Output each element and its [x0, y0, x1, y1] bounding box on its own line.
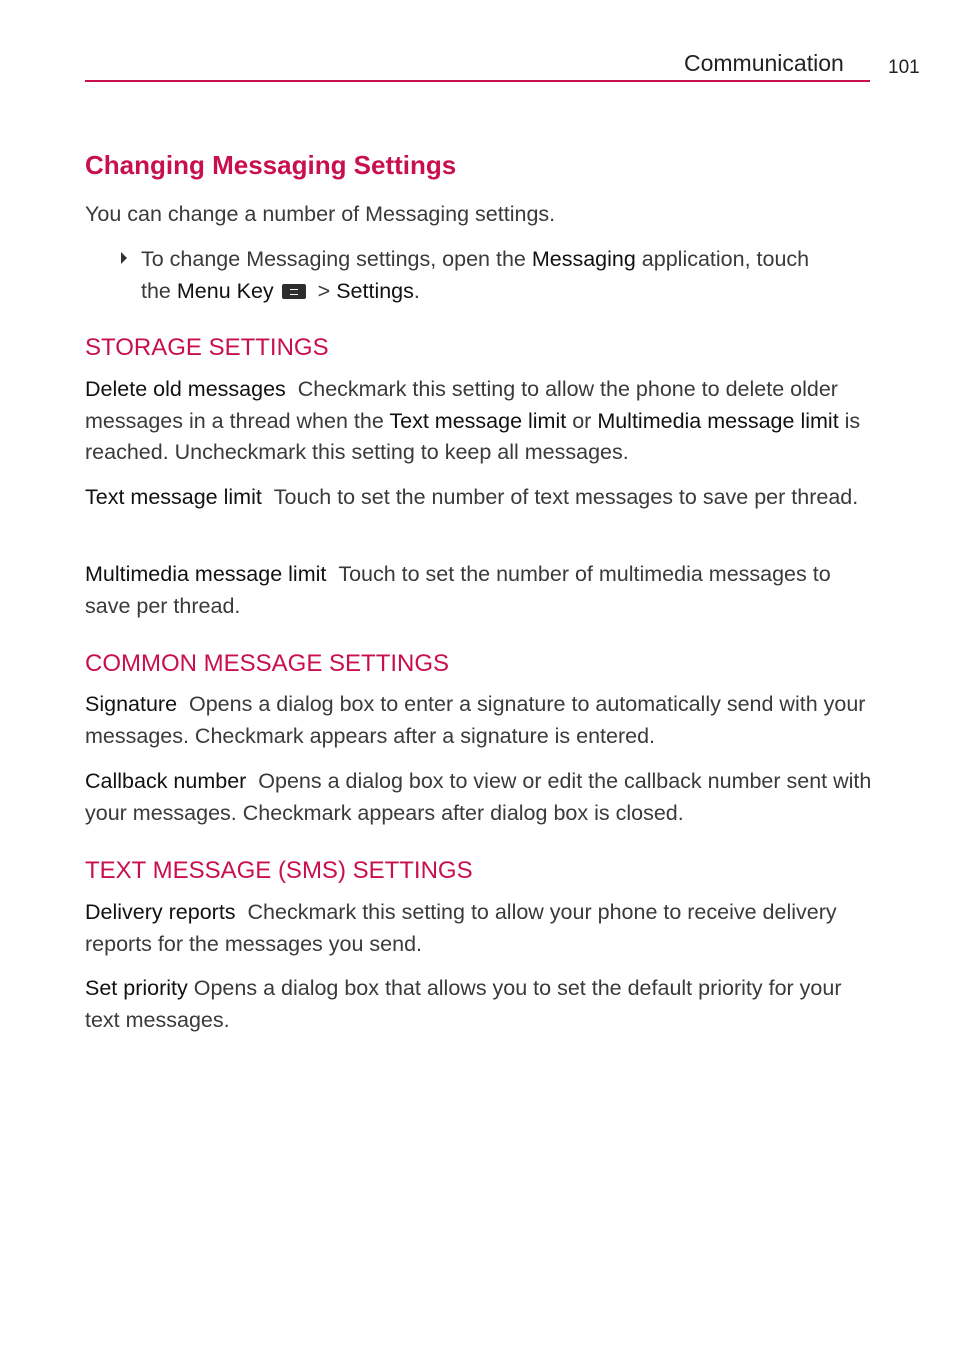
multimedia-message-limit-term: Multimedia message limit [85, 562, 327, 586]
bullet-arrow-icon [121, 252, 127, 264]
callback-number-paragraph [85, 766, 875, 829]
delete-old-messages-term: Delete old messages [85, 377, 286, 401]
intro-paragraph: You can change a number of Messaging settings. [85, 202, 556, 226]
signature-term: Signature [85, 692, 178, 716]
header-divider [85, 80, 870, 82]
step-settings: Settings [336, 278, 414, 303]
delete-old-messages-or: or [566, 408, 598, 433]
step-mid: application, touch the [141, 247, 810, 303]
step-menu-key: Menu Key [176, 278, 274, 303]
multimedia-message-limit-paragraph [85, 559, 875, 622]
callback-number-text: Opens a dialog box to view or edit the callback number sent with your messages. Checkmark appears after dialog box is closed. [85, 769, 872, 825]
text-message-limit-paragraph [85, 482, 875, 514]
text-message-limit-term: Text message limit [85, 485, 262, 509]
multimedia-message-limit-ref: Multimedia message limit [597, 408, 839, 433]
header-section-title: Communication [684, 50, 844, 76]
callback-number-term: Callback number [85, 769, 247, 793]
multimedia-message-limit-text: Touch to set the number of multimedia messages to save per thread. [85, 562, 831, 618]
text-message-limit-text: Touch to set the number of text messages to save per thread. [273, 485, 859, 509]
step-prefix: To change Messaging settings, open the [141, 247, 532, 271]
delivery-reports-term: Delivery reports [85, 900, 236, 924]
text-message-limit-ref: Text message limit [389, 408, 567, 433]
step-instruction [141, 244, 841, 307]
page-title: Changing Messaging Settings [85, 150, 457, 180]
step-end: . [413, 278, 420, 303]
set-priority-text: Opens a dialog box that allows you to set the default priority for your text messages. [85, 976, 842, 1032]
delete-old-messages-paragraph [85, 374, 875, 469]
set-priority-term: Set priority [85, 976, 188, 1000]
storage-settings-heading: STORAGE SETTINGS [85, 334, 329, 361]
step-separator: > [311, 278, 337, 303]
sms-settings-heading: TEXT MESSAGE (SMS) SETTINGS [85, 857, 473, 884]
signature-paragraph [85, 689, 875, 752]
page-number: 101 [888, 57, 920, 78]
step-app-name: Messaging [531, 247, 636, 271]
delete-old-messages-text2: is reached. Uncheckmark this setting to keep all messages. [85, 408, 861, 464]
delivery-reports-paragraph [85, 897, 875, 960]
common-message-settings-heading: COMMON MESSAGE SETTINGS [85, 650, 450, 677]
signature-text: Opens a dialog box to enter a signature to automatically send with your messages. Checkmark appears after a signature is entered. [85, 692, 866, 748]
delivery-reports-text: Checkmark this setting to allow your phone to receive delivery reports for the messages you send. [85, 900, 837, 956]
menu-key-icon [282, 284, 306, 299]
delete-old-messages-text1: Checkmark this setting to allow the phone to delete older messages in a thread when the [85, 377, 838, 433]
set-priority-paragraph [85, 973, 875, 1036]
